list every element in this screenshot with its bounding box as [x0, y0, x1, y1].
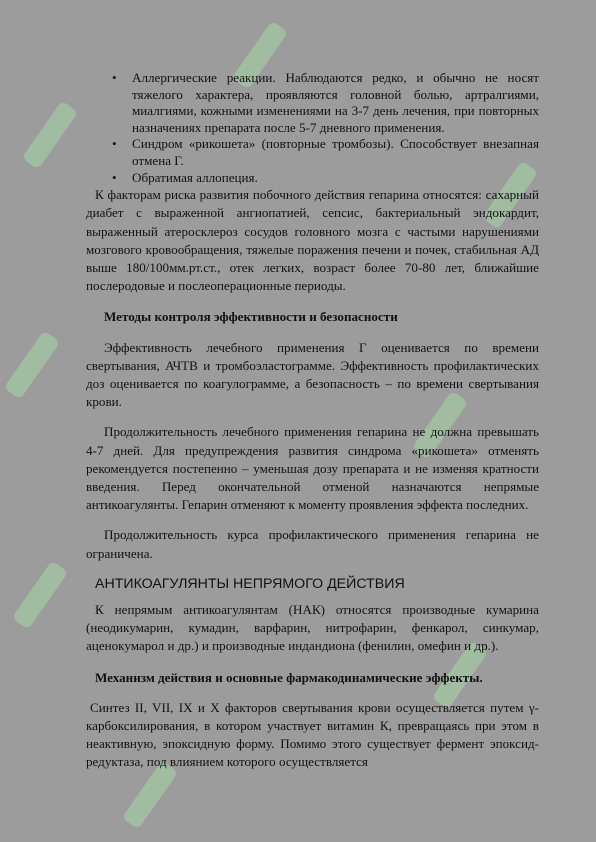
- watermark: [4, 331, 61, 400]
- list-item: • Обратимая аллопеция.: [112, 170, 539, 187]
- paragraph: Продолжительность лечебного применения гепарина не должна превышать 4-7 дней. Для предупреждения развития синдрома «рикошета» отменять рекомендуется постепенно – уменьшая дозу препарата и не изменяя кратности введения. Перед окончательной отменой назначаются непрямые антикоагулянты. Гепарин отменяют к моменту проявления эффекта последних.: [86, 424, 539, 513]
- paragraph: К непрямым антикоагулянтам (НАК) относятся производные кумарина (неодикумарин, кумадин, варфарин, нитрофарин, фенкарол, синкумар, аценокумарол и др.) и производные индандиона (фенилин, омефин и др.).: [86, 602, 539, 654]
- watermark: [12, 561, 69, 630]
- watermark: [22, 101, 79, 170]
- list-item: • Синдром «рикошета» (повторные тромбозы). Способствует внезапная отмена Г.: [112, 136, 539, 169]
- paragraph: Продолжительность курса профилактического применения гепарина не ограничена.: [86, 527, 539, 561]
- paragraph: Синтез II, VII, IX и X факторов свертывания крови осуществляется путем γ-карбоксилирования, в котором участвует витамин К, превращаясь при этом в неактивную, эпоксидную форму. Помимо этого существует фермент эпоксид-редуктаза, под влиянием которого осуществляется: [86, 699, 539, 770]
- section-heading: Методы контроля эффективности и безопасности: [104, 309, 398, 325]
- section-heading: Механизм действия и основные фармакодинамические эффекты.: [95, 669, 483, 685]
- chapter-heading: АНТИКОАГУЛЯНТЫ НЕПРЯМОГО ДЕЙСТВИЯ: [95, 575, 405, 592]
- paragraph: Эффективность лечебного применения Г оценивается по времени свертывания, АЧТВ и тромбоэластограмме. Эффективность профилактических доз оценивается по коагулограмме, а безопасность – по времени свертывания крови.: [86, 339, 539, 410]
- side-effects-list: [86, 70, 539, 186]
- risk-factors-paragraph: К факторам риска развития побочного действия гепарина относятся: сахарный диабет с выраженной ангиопатией, сепсис, бактериальный эндокардит, выраженный атеросклероз сосудов головного мозга с частыми нарушениями мозгового кровообращения, тяжелые поражения печени и почек, стабильная АД выше 180/100мм.рт.ст., отек легких, возраст более 70-80 лет, ближайшие послеродовые и послеоперационные периоды.: [86, 187, 539, 294]
- list-item: • Аллергические реакции. Наблюдаются редко, и обычно не носят тяжелого характера, проявляются головной болью, артралгиями, миалгиями, кожными изменениями на 3-7 день лечения, при повторных назначениях препарата после 5-7 дневного применения.: [112, 70, 539, 136]
- document-body: [86, 70, 539, 772]
